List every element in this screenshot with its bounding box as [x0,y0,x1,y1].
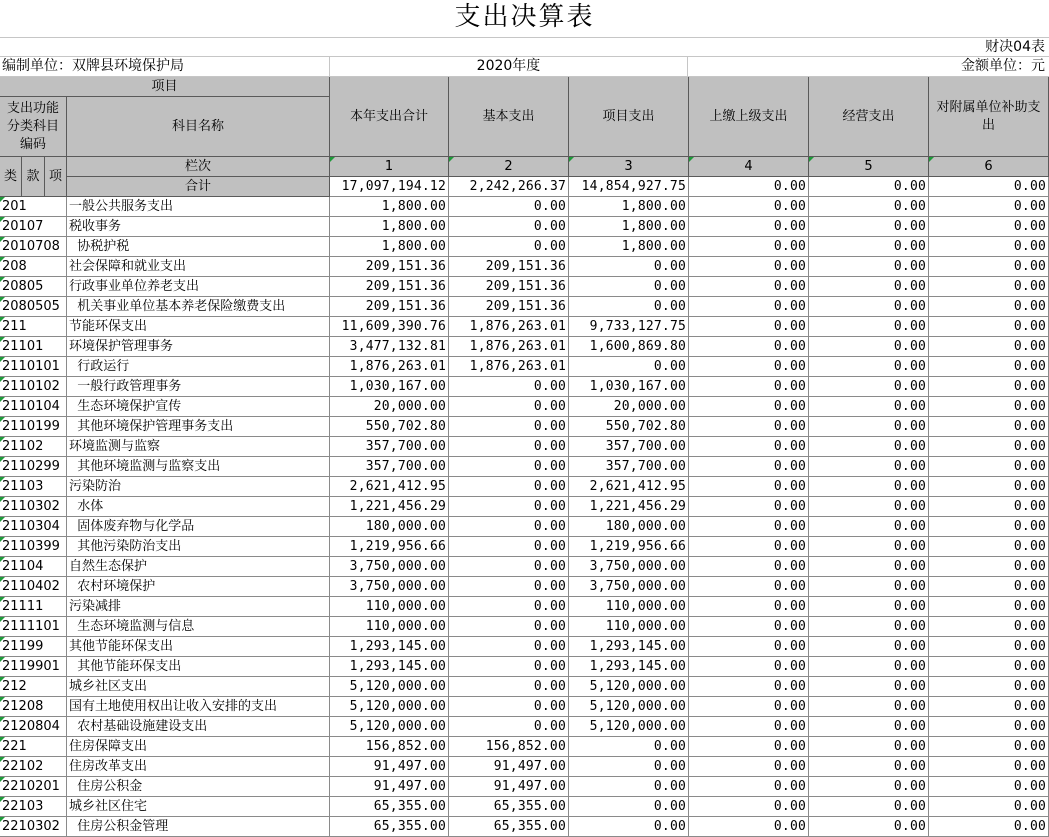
row-value[interactable]: 209,151.36 [449,277,569,297]
row-value[interactable]: 0.00 [929,377,1049,397]
row-code[interactable]: 2010708 [0,237,67,257]
row-value[interactable]: 0.00 [689,537,809,557]
row-value[interactable]: 0.00 [449,577,569,597]
row-value[interactable]: 1,219,956.66 [569,537,689,557]
row-value[interactable]: 0.00 [689,717,809,737]
row-value[interactable]: 0.00 [569,757,689,777]
row-value[interactable]: 0.00 [689,197,809,217]
row-value[interactable]: 0.00 [929,217,1049,237]
column-number: 1 [330,157,449,177]
row-value[interactable]: 1,800.00 [330,197,449,217]
kuan-header: 款 [22,157,45,197]
row-value[interactable]: 0.00 [449,637,569,657]
row-value[interactable]: 156,852.00 [449,737,569,757]
row-subject-name[interactable]: 农村环境保护 [67,577,330,597]
row-value[interactable]: 0.00 [929,617,1049,637]
total-header: 本年支出合计 [330,77,449,157]
row-value[interactable]: 0.00 [689,337,809,357]
row-subject-name[interactable]: 住房公积金 [67,777,330,797]
row-code[interactable]: 21208 [0,697,67,717]
row-value[interactable]: 0.00 [449,697,569,717]
row-value[interactable]: 0.00 [449,477,569,497]
row-code[interactable]: 211 [0,317,67,337]
row-value[interactable]: 0.00 [689,757,809,777]
row-code[interactable]: 2110402 [0,577,67,597]
row-value[interactable]: 0.00 [809,717,929,737]
row-value[interactable]: 0.00 [929,697,1049,717]
row-value[interactable]: 0.00 [689,457,809,477]
row-value[interactable]: 1,600,869.80 [569,337,689,357]
total-value[interactable]: 0.00 [689,177,809,197]
row-value[interactable]: 0.00 [809,517,929,537]
row-value[interactable]: 0.00 [809,297,929,317]
row-value[interactable]: 0.00 [689,637,809,657]
row-value[interactable]: 110,000.00 [330,597,449,617]
row-value[interactable]: 0.00 [569,257,689,277]
row-value[interactable]: 0.00 [449,497,569,517]
row-value[interactable]: 0.00 [449,217,569,237]
row-value[interactable]: 1,030,167.00 [569,377,689,397]
row-value[interactable]: 0.00 [689,297,809,317]
row-value[interactable]: 0.00 [809,597,929,617]
row-value[interactable]: 0.00 [689,817,809,837]
row-value[interactable]: 2,621,412.95 [569,477,689,497]
row-value[interactable]: 357,700.00 [330,457,449,477]
row-value[interactable]: 1,800.00 [569,197,689,217]
row-value[interactable]: 0.00 [809,777,929,797]
row-subject-name[interactable]: 节能环保支出 [67,317,330,337]
row-value[interactable]: 0.00 [809,677,929,697]
row-value[interactable]: 0.00 [929,557,1049,577]
row-value[interactable]: 0.00 [689,497,809,517]
row-value[interactable]: 0.00 [569,817,689,837]
row-value[interactable]: 0.00 [929,477,1049,497]
row-value[interactable]: 0.00 [449,557,569,577]
row-value[interactable]: 0.00 [929,257,1049,277]
row-value[interactable]: 0.00 [449,397,569,417]
basic-header: 基本支出 [449,77,569,157]
row-value[interactable]: 3,477,132.81 [330,337,449,357]
row-value[interactable]: 550,702.80 [569,417,689,437]
row-value[interactable]: 0.00 [929,397,1049,417]
function-code-header: 支出功能分类科目编码 [0,97,67,157]
row-subject-name[interactable]: 固体废弃物与化学品 [67,517,330,537]
row-value[interactable]: 209,151.36 [330,297,449,317]
row-value[interactable]: 1,219,956.66 [330,537,449,557]
row-subject-name[interactable]: 污染防治 [67,477,330,497]
row-code[interactable]: 21101 [0,337,67,357]
row-value[interactable]: 0.00 [809,417,929,437]
column-number: 5 [809,157,929,177]
row-value[interactable]: 0.00 [809,237,929,257]
total-value[interactable]: 17,097,194.12 [330,177,449,197]
project-header: 项目 [0,77,330,97]
row-value[interactable]: 0.00 [929,757,1049,777]
row-subject-name[interactable]: 社会保障和就业支出 [67,257,330,277]
row-value[interactable]: 0.00 [689,677,809,697]
row-value[interactable]: 0.00 [809,617,929,637]
row-value[interactable]: 0.00 [809,657,929,677]
form-code: 财决04表 [0,38,1049,57]
row-value[interactable]: 1,221,456.29 [569,497,689,517]
row-code[interactable]: 2210201 [0,777,67,797]
row-value[interactable]: 0.00 [809,637,929,657]
row-value[interactable]: 0.00 [689,577,809,597]
row-code[interactable]: 2110299 [0,457,67,477]
row-value[interactable]: 0.00 [569,357,689,377]
row-code[interactable]: 21104 [0,557,67,577]
row-value[interactable]: 1,221,456.29 [330,497,449,517]
row-value[interactable]: 0.00 [449,457,569,477]
row-value[interactable]: 0.00 [689,417,809,437]
column-number: 2 [449,157,569,177]
row-code[interactable]: 208 [0,257,67,277]
row-value[interactable]: 91,497.00 [449,777,569,797]
compiling-unit: 编制单位：双牌县环境保护局 [0,57,330,77]
row-value[interactable]: 0.00 [689,517,809,537]
row-value[interactable]: 0.00 [449,717,569,737]
row-value[interactable]: 0.00 [809,497,929,517]
row-value[interactable]: 0.00 [569,777,689,797]
row-value[interactable]: 180,000.00 [569,517,689,537]
row-subject-name[interactable]: 其他节能环保支出 [67,657,330,677]
row-subject-name[interactable]: 水体 [67,497,330,517]
upper-level-header: 上缴上级支出 [689,77,809,157]
total-value[interactable]: 2,242,266.37 [449,177,569,197]
row-subject-name[interactable]: 城乡社区住宅 [67,797,330,817]
row-value[interactable]: 1,800.00 [330,217,449,237]
row-subject-name[interactable]: 城乡社区支出 [67,677,330,697]
row-value[interactable]: 0.00 [689,557,809,577]
row-value[interactable]: 0.00 [689,277,809,297]
row-value[interactable]: 1,876,263.01 [449,357,569,377]
row-value[interactable]: 0.00 [809,437,929,457]
row-value[interactable]: 209,151.36 [449,257,569,277]
row-value[interactable]: 65,355.00 [449,817,569,837]
row-value[interactable]: 0.00 [449,677,569,697]
row-value[interactable]: 0.00 [929,317,1049,337]
row-value[interactable]: 1,876,263.01 [449,317,569,337]
row-value[interactable]: 0.00 [809,337,929,357]
row-value[interactable]: 1,030,167.00 [330,377,449,397]
total-value[interactable]: 14,854,927.75 [569,177,689,197]
row-subject-name[interactable]: 协税护税 [67,237,330,257]
row-value[interactable]: 0.00 [449,657,569,677]
row-value[interactable]: 0.00 [689,657,809,677]
row-value[interactable]: 0.00 [929,717,1049,737]
row-subject-name[interactable]: 住房改革支出 [67,757,330,777]
row-subject-name[interactable]: 行政运行 [67,357,330,377]
currency-unit: 金额单位：元 [688,57,1049,77]
row-value[interactable]: 5,120,000.00 [569,677,689,697]
row-value[interactable]: 0.00 [449,417,569,437]
row-value[interactable]: 0.00 [929,497,1049,517]
row-code[interactable]: 2110302 [0,497,67,517]
row-value[interactable]: 0.00 [929,537,1049,557]
row-value[interactable]: 0.00 [929,637,1049,657]
row-value[interactable]: 2,621,412.95 [330,477,449,497]
row-value[interactable]: 156,852.00 [330,737,449,757]
row-value[interactable]: 5,120,000.00 [569,717,689,737]
row-value[interactable]: 0.00 [929,197,1049,217]
total-value[interactable]: 0.00 [809,177,929,197]
row-value[interactable]: 5,120,000.00 [330,697,449,717]
row-value[interactable]: 0.00 [809,257,929,277]
row-value[interactable]: 0.00 [449,437,569,457]
report-year: 2020年度 [330,57,688,77]
row-subject-name[interactable]: 农村基础设施建设支出 [67,717,330,737]
row-value[interactable]: 0.00 [929,597,1049,617]
row-value[interactable]: 0.00 [929,657,1049,677]
grand-total-label: 合计 [67,177,330,197]
row-value[interactable]: 20,000.00 [569,397,689,417]
row-value[interactable]: 110,000.00 [569,617,689,637]
row-value[interactable]: 0.00 [929,777,1049,797]
row-value[interactable]: 0.00 [809,737,929,757]
row-value[interactable]: 0.00 [689,437,809,457]
row-value[interactable]: 0.00 [449,377,569,397]
row-code[interactable]: 21199 [0,637,67,657]
row-value[interactable]: 0.00 [569,797,689,817]
row-value[interactable]: 110,000.00 [569,597,689,617]
row-value[interactable]: 0.00 [449,597,569,617]
row-code[interactable]: 2111101 [0,617,67,637]
row-code[interactable]: 212 [0,677,67,697]
row-value[interactable]: 357,700.00 [569,457,689,477]
row-value[interactable]: 0.00 [689,397,809,417]
row-subject-name[interactable]: 生态环境保护宣传 [67,397,330,417]
row-value[interactable]: 209,151.36 [330,257,449,277]
row-subject-name[interactable]: 生态环境监测与信息 [67,617,330,637]
row-code[interactable]: 2110101 [0,357,67,377]
row-value[interactable]: 0.00 [809,357,929,377]
row-value[interactable]: 0.00 [929,297,1049,317]
project-expenditure-header: 项目支出 [569,77,689,157]
row-value[interactable]: 1,293,145.00 [330,657,449,677]
row-value[interactable]: 65,355.00 [330,797,449,817]
row-value[interactable]: 0.00 [689,257,809,277]
row-value[interactable]: 0.00 [929,677,1049,697]
row-value[interactable]: 0.00 [809,537,929,557]
row-value[interactable]: 0.00 [689,777,809,797]
row-value[interactable]: 0.00 [809,557,929,577]
row-value[interactable]: 0.00 [449,537,569,557]
row-subject-name[interactable]: 一般行政管理事务 [67,377,330,397]
row-value[interactable]: 180,000.00 [330,517,449,537]
row-code[interactable]: 22102 [0,757,67,777]
row-value[interactable]: 0.00 [449,237,569,257]
row-code[interactable]: 21102 [0,437,67,457]
row-value[interactable]: 1,800.00 [569,217,689,237]
row-subject-name[interactable]: 行政事业单位养老支出 [67,277,330,297]
column-number: 4 [689,157,809,177]
row-value[interactable]: 550,702.80 [330,417,449,437]
row-value[interactable]: 0.00 [689,217,809,237]
row-code[interactable]: 20107 [0,217,67,237]
row-value[interactable]: 0.00 [809,397,929,417]
row-value[interactable]: 0.00 [929,817,1049,837]
row-value[interactable]: 0.00 [689,737,809,757]
row-value[interactable]: 3,750,000.00 [330,557,449,577]
row-value[interactable]: 0.00 [809,697,929,717]
row-value[interactable]: 65,355.00 [449,797,569,817]
row-subject-name[interactable]: 国有土地使用权出让收入安排的支出 [67,697,330,717]
row-value[interactable]: 110,000.00 [330,617,449,637]
row-code[interactable]: 2110399 [0,537,67,557]
row-code[interactable]: 2110102 [0,377,67,397]
row-value[interactable]: 0.00 [809,217,929,237]
row-value[interactable]: 0.00 [809,817,929,837]
row-value[interactable]: 11,609,390.76 [330,317,449,337]
row-value[interactable]: 357,700.00 [569,437,689,457]
row-value[interactable]: 0.00 [929,457,1049,477]
row-subject-name[interactable]: 机关事业单位基本养老保险缴费支出 [67,297,330,317]
row-value[interactable]: 1,293,145.00 [330,637,449,657]
row-value[interactable]: 0.00 [569,277,689,297]
row-value[interactable]: 3,750,000.00 [330,577,449,597]
row-subject-name[interactable]: 污染减排 [67,597,330,617]
row-value[interactable]: 0.00 [929,517,1049,537]
row-code[interactable]: 221 [0,737,67,757]
row-value[interactable]: 0.00 [929,357,1049,377]
row-code[interactable]: 2110304 [0,517,67,537]
lei-header: 类 [0,157,22,197]
row-value[interactable]: 0.00 [929,437,1049,457]
row-value[interactable]: 1,876,263.01 [449,337,569,357]
row-value[interactable]: 0.00 [689,697,809,717]
row-subject-name[interactable]: 税收事务 [67,217,330,237]
row-value[interactable]: 0.00 [929,417,1049,437]
row-value[interactable]: 9,733,127.75 [569,317,689,337]
row-value[interactable]: 0.00 [689,617,809,637]
row-subject-name[interactable]: 其他环境监测与监察支出 [67,457,330,477]
row-value[interactable]: 1,800.00 [330,237,449,257]
row-subject-name[interactable]: 环境监测与监察 [67,437,330,457]
column-number: 3 [569,157,689,177]
row-value[interactable]: 0.00 [809,377,929,397]
row-code[interactable]: 2080505 [0,297,67,317]
row-value[interactable]: 1,293,145.00 [569,657,689,677]
row-value[interactable]: 0.00 [929,737,1049,757]
row-value[interactable]: 0.00 [449,517,569,537]
row-value[interactable]: 5,120,000.00 [330,717,449,737]
row-value[interactable]: 0.00 [689,237,809,257]
row-subject-name[interactable]: 环境保护管理事务 [67,337,330,357]
row-value[interactable]: 0.00 [809,197,929,217]
subject-name-header: 科目名称 [67,97,330,157]
row-code[interactable]: 2119901 [0,657,67,677]
row-value[interactable]: 1,876,263.01 [330,357,449,377]
row-value[interactable]: 0.00 [929,337,1049,357]
row-value[interactable]: 0.00 [809,277,929,297]
row-code[interactable]: 2120804 [0,717,67,737]
row-value[interactable]: 65,355.00 [330,817,449,837]
row-value[interactable]: 91,497.00 [330,777,449,797]
row-value[interactable]: 3,750,000.00 [569,557,689,577]
row-value[interactable]: 0.00 [689,357,809,377]
row-value[interactable]: 3,750,000.00 [569,577,689,597]
row-value[interactable]: 0.00 [809,797,929,817]
row-subject-name[interactable]: 其他污染防治支出 [67,537,330,557]
row-value[interactable]: 5,120,000.00 [330,677,449,697]
row-value[interactable]: 0.00 [809,477,929,497]
total-value[interactable]: 0.00 [929,177,1049,197]
sheet-title: 支出决算表 [0,0,1049,38]
row-value[interactable]: 209,151.36 [449,297,569,317]
row-value[interactable]: 0.00 [929,237,1049,257]
row-value[interactable]: 0.00 [689,477,809,497]
row-value[interactable]: 0.00 [689,797,809,817]
row-value[interactable]: 1,293,145.00 [569,637,689,657]
row-code[interactable]: 21111 [0,597,67,617]
row-code[interactable]: 22103 [0,797,67,817]
row-value[interactable]: 0.00 [929,797,1049,817]
row-value[interactable]: 5,120,000.00 [569,697,689,717]
row-subject-name[interactable]: 住房保障支出 [67,737,330,757]
row-code[interactable]: 21103 [0,477,67,497]
row-value[interactable]: 0.00 [929,577,1049,597]
row-value[interactable]: 0.00 [689,597,809,617]
column-order-label: 栏次 [67,157,330,177]
row-value[interactable]: 0.00 [569,737,689,757]
row-value[interactable]: 357,700.00 [330,437,449,457]
row-value[interactable]: 209,151.36 [330,277,449,297]
row-code[interactable]: 201 [0,197,67,217]
row-value[interactable]: 91,497.00 [449,757,569,777]
row-value[interactable]: 91,497.00 [330,757,449,777]
row-value[interactable]: 0.00 [809,317,929,337]
row-value[interactable]: 0.00 [809,457,929,477]
column-number: 6 [929,157,1049,177]
row-value[interactable]: 0.00 [809,577,929,597]
row-value[interactable]: 0.00 [929,277,1049,297]
subsidy-header: 对附属单位补助支出 [929,77,1049,157]
row-value[interactable]: 0.00 [689,317,809,337]
row-subject-name[interactable]: 一般公共服务支出 [67,197,330,217]
row-code[interactable]: 2110199 [0,417,67,437]
row-code[interactable]: 20805 [0,277,67,297]
row-value[interactable]: 1,800.00 [569,237,689,257]
row-subject-name[interactable]: 住房公积金管理 [67,817,330,837]
row-value[interactable]: 20,000.00 [330,397,449,417]
row-subject-name[interactable]: 其他环境保护管理事务支出 [67,417,330,437]
row-value[interactable]: 0.00 [809,757,929,777]
business-header: 经营支出 [809,77,929,157]
row-code[interactable]: 2110104 [0,397,67,417]
xiang-header: 项 [45,157,67,197]
row-subject-name[interactable]: 自然生态保护 [67,557,330,577]
row-subject-name[interactable]: 其他节能环保支出 [67,637,330,657]
row-value[interactable]: 0.00 [569,297,689,317]
row-value[interactable]: 0.00 [449,197,569,217]
row-code[interactable]: 2210302 [0,817,67,837]
row-value[interactable]: 0.00 [449,617,569,637]
row-value[interactable]: 0.00 [689,377,809,397]
